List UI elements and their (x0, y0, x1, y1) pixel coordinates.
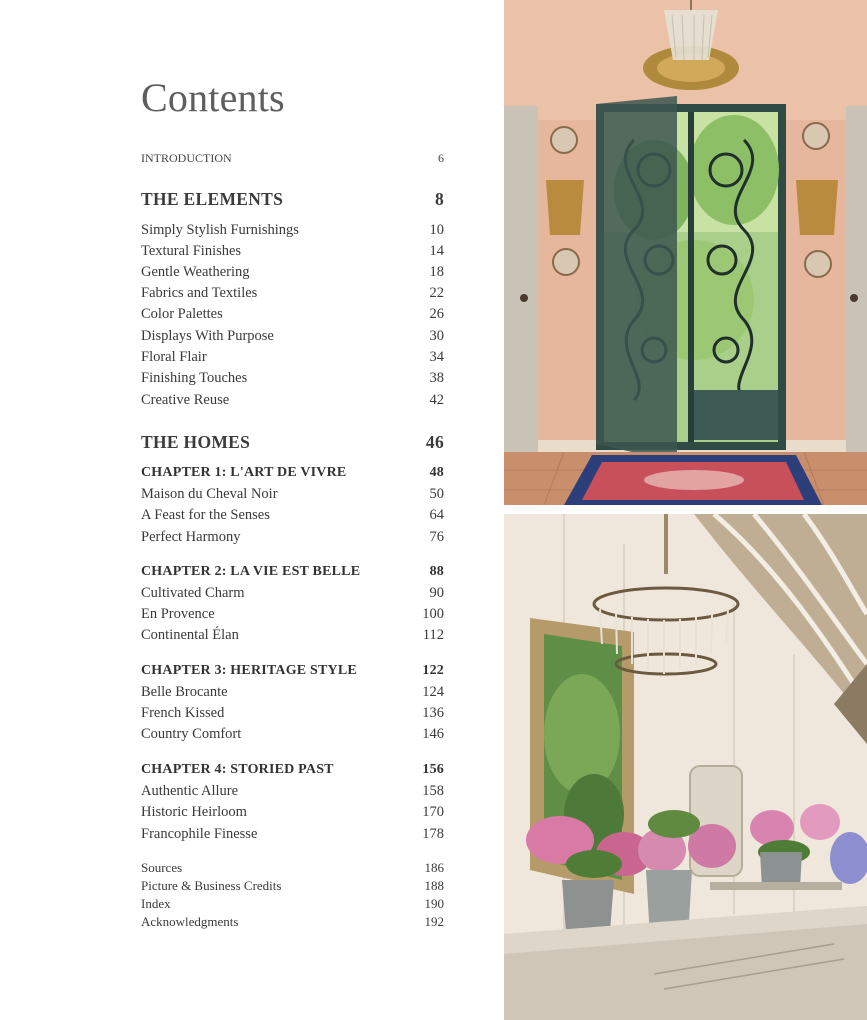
chapter-page: 48 (429, 465, 444, 480)
toc-entry-label: French Kissed (141, 705, 225, 721)
toc-entry-page: 188 (424, 878, 444, 893)
toc-entry-page: 6 (438, 151, 444, 165)
section-heading-page: 46 (425, 432, 444, 452)
toc-entry-label: Authentic Allure (141, 783, 239, 799)
toc-entry-page: 30 (429, 328, 444, 344)
toc-entry-page: 18 (429, 264, 444, 280)
toc-entry-label: Finishing Touches (141, 370, 248, 386)
toc-entry-label: Color Palettes (141, 306, 223, 322)
toc-entry-page: 14 (429, 243, 444, 259)
chapter-label: CHAPTER 2: LA VIE EST BELLE (141, 564, 361, 579)
chapter-label: CHAPTER 1: L'ART DE VIVRE (141, 465, 347, 480)
toc-entry-page: 112 (422, 627, 444, 643)
section-heading-label: THE ELEMENTS (141, 189, 284, 209)
page-title: Contents (141, 75, 285, 120)
toc-entry-page: 42 (429, 392, 444, 408)
toc-entry-label: Continental Élan (141, 627, 239, 643)
toc-entry-page: 158 (422, 783, 444, 799)
toc-entry-label: Belle Brocante (141, 684, 228, 700)
toc-entry-page: 186 (424, 860, 444, 875)
photo-entry-doors (504, 0, 867, 505)
toc-entry-page: 10 (429, 222, 444, 238)
toc-entry-page: 22 (429, 285, 444, 301)
toc-entry-label: Acknowledgments (141, 914, 239, 929)
toc-entry-label: Textural Finishes (141, 243, 242, 259)
chapter-page: 122 (422, 663, 444, 678)
toc-entry-label: Fabrics and Textiles (141, 285, 258, 301)
toc-entry-label: Simply Stylish Furnishings (141, 222, 299, 238)
toc-entry-page: 64 (429, 507, 444, 523)
toc-entry-label: En Provence (141, 606, 215, 622)
chapter-page: 88 (429, 564, 444, 579)
toc-entry-label: Creative Reuse (141, 392, 230, 408)
photo-hydrangeas-chandelier (504, 514, 867, 1020)
toc-entry-page: 100 (422, 606, 444, 622)
toc-entry-page: 76 (429, 529, 444, 545)
toc-entry-page: 38 (429, 370, 444, 386)
toc-entry-page: 190 (424, 896, 444, 911)
toc-entry-page: 50 (429, 486, 444, 502)
toc-entry-page: 90 (429, 585, 444, 601)
toc-entry-label: A Feast for the Senses (141, 507, 270, 523)
toc-entry-label: Cultivated Charm (141, 585, 245, 601)
toc-entry-page: 124 (422, 684, 444, 700)
toc-entry-label: Country Comfort (141, 726, 242, 742)
toc-entry-label: Perfect Harmony (141, 529, 241, 545)
toc-entry-label: INTRODUCTION (141, 151, 232, 165)
toc-entry-page: 192 (424, 914, 444, 929)
toc-entry-page: 34 (429, 349, 444, 365)
toc-entry-label: Gentle Weathering (141, 264, 250, 280)
chapter-label: CHAPTER 4: STORIED PAST (141, 762, 334, 777)
chapter-page: 156 (422, 762, 444, 777)
toc-entry-label: Displays With Purpose (141, 328, 274, 344)
section-heading-page: 8 (434, 189, 444, 209)
toc-entry-label: Floral Flair (141, 349, 207, 365)
toc-entry-label: Historic Heirloom (141, 804, 247, 820)
toc-entry-page: 178 (422, 826, 444, 842)
toc-entry-page: 170 (422, 804, 444, 820)
toc-entry-label: Francophile Finesse (141, 826, 258, 842)
toc-entry-page: 136 (422, 705, 444, 721)
section-heading-label: THE HOMES (141, 432, 251, 452)
toc-entry-label: Sources (141, 860, 183, 875)
toc-entry-label: Picture & Business Credits (141, 878, 282, 893)
toc-entry-page: 146 (422, 726, 444, 742)
toc-entry-label: Maison du Cheval Noir (141, 486, 278, 502)
toc-entry-page: 26 (429, 306, 444, 322)
chapter-label: CHAPTER 3: HERITAGE STYLE (141, 663, 357, 678)
toc-entry-label: Index (141, 896, 171, 911)
